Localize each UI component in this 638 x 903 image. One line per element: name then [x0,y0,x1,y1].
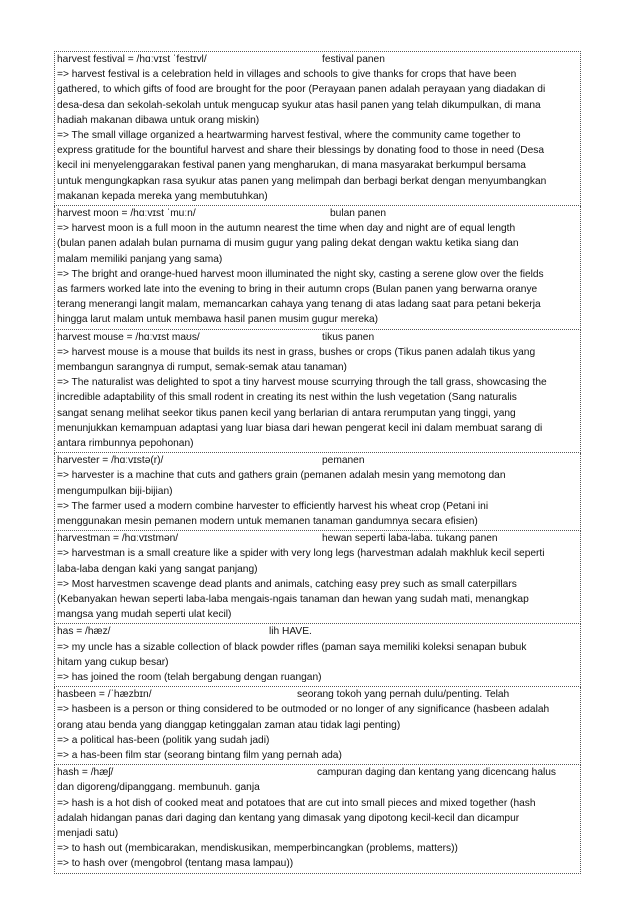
entry-text-line: menggunakan mesin pemanen modern untuk memanen tanaman gandumnya secara efisien) [57,516,478,528]
entry-text-line: (bulan panen adalah bulan purnama di musim gugur yang paling dekat dengan waktu ketika siang dan [57,238,519,250]
entry-translation: campuran daging dan kentang yang dicencang halus [317,767,557,779]
entry-text-line: mangsa yang mudah seperti ulat kecil) [57,609,232,621]
entry-text-line: => harvest mouse is a mouse that builds its nest in grass, bushes or crops (Tikus panen adalah tikus yang [57,346,536,358]
entry-headword: harvester = /hɑːvɪstə(r)/ [57,455,164,467]
entry-text-line: menunjukkan kemampuan adaptasi yang luar biasa dari hewan pengerat kecil ini dalam membuat sarang di [57,422,543,434]
entry-headword: hasbeen = /ˈhæzbɪn/ [57,689,152,701]
entry-text-line: terang menerangi langit malam, memancarkan cahaya yang tenang di atas ladang saat para petani bekerja [57,299,541,311]
entry-text-line: membangun sarangnya di rumput, semak-semak atau tanaman) [57,362,347,374]
entry-text-line: => hasbeen is a person or thing considered to be outmoded or no longer of any significance (hasbeen adalah [57,704,550,716]
entry-translation: bulan panen [330,208,387,220]
dictionary-entry [54,624,581,687]
dictionary-entry [54,687,581,765]
entry-text-line: gathered, to which gifts of food are brought for the poor (Perayaan panen adalah perayaan yang diadakan di [57,84,546,96]
entry-text-line: laba-laba dengan kaki yang sangat panjang) [57,563,258,575]
entry-text-line: => harvest festival is a celebration held in villages and schools to give thanks for crops that have been [57,69,517,81]
entry-headword-row [57,624,578,639]
entry-text-line: => The small village organized a heartwarming harvest festival, where the community came together to [57,130,521,141]
entry-translation: hewan seperti laba-laba. tukang panen [322,533,498,545]
entry-translation: festival panen [322,54,385,65]
entry-text-line: hadiah makanan dibawa untuk orang miskin) [57,114,260,126]
entry-headword: hash = /hæʃ/ [57,767,114,779]
entry-text-line: menjadi satu) [57,828,119,840]
entry-headword-row [57,453,578,468]
entry-text-line: dan digoreng/dipanggang. membunuh. ganja [57,782,260,794]
entry-text-line: malam memiliki panjang yang sama) [57,253,223,265]
dictionary-entry [54,765,581,873]
entry-headword-row [57,531,578,546]
entry-text-line: kecil ini menyelenggarakan festival panen yang mengharukan, di mana masyarakat berkumpul bersama [57,160,526,172]
entry-text-line: => has joined the room (telah bergabung dengan ruangan) [57,672,322,684]
entry-text-line: => to hash over (mengobrol (tentang masa lampau)) [57,858,294,870]
entry-text-line: untuk mengungkapkan rasa syukur atas panen yang melimpah dan berbagi berkat dengan menyumbangkan [57,175,547,187]
entry-text-line: => The bright and orange-hued harvest moon illuminated the night sky, casting a serene glow over the fields [57,268,544,280]
entry-text-line: orang atau benda yang dianggap ketinggalan zaman atau tidak lagi penting) [57,719,401,731]
entry-text-line: antara rimbunnya pepohonan) [57,438,194,450]
entry-headword: harvest festival = /hɑːvɪst ˈfestɪvl/ [57,54,207,65]
entry-text-line: as farmers worked late into the evening to bring in their autumn crops (Bulan panen yang berwarna oranye [57,284,538,296]
entry-text-line: sangat senang melihat seekor tikus panen kecil yang berlarian di antara rerumputan yang tinggi, yang [57,407,516,419]
entry-text-line: => The farmer used a modern combine harvester to efficiently harvest his wheat crop (Petani ini [57,500,489,512]
entry-translation: pemanen [322,455,365,467]
entry-headword: harvest mouse = /hɑːvɪst maʊs/ [57,331,200,343]
entry-text-line: => harvest moon is a full moon in the autumn nearest the time when day and night are of equal length [57,223,516,235]
entry-headword-row [57,765,578,780]
entry-text-line: => harvester is a machine that cuts and gathers grain (pemanen adalah mesin yang memotong dan [57,470,506,482]
entry-text-line: => a has-been film star (seorang bintang film yang pernah ada) [57,750,342,762]
dictionary-page [54,51,581,874]
entry-headword: harvestman = /hɑːvɪstmən/ [57,533,179,545]
entry-translation: seorang tokoh yang pernah dulu/penting. Telah [297,689,510,701]
entry-text-line: hitam yang cukup besar) [57,656,169,668]
entry-text-line: mengumpulkan biji-bijian) [57,485,173,497]
entry-text-line: => Most harvestmen scavenge dead plants and animals, catching easy prey such as small caterpillars [57,578,517,590]
entry-text-line: => to hash out (membicarakan, mendiskusikan, memperbincangkan (problems, matters)) [57,843,458,855]
entry-text-line: hingga larut malam untuk membawa hasil panen musim gugur mereka) [57,314,379,326]
entry-text-line: => hash is a hot dish of cooked meat and potatoes that are cut into small pieces and mixed together (hash [57,797,536,809]
dictionary-entry [54,330,581,454]
entry-translation: lih HAVE. [269,626,312,638]
entry-text-line: express gratitude for the bountiful harvest and share their blessings by donating food to those in need (Desa [57,145,545,157]
entry-text-line: => a political has-been (politik yang sudah jadi) [57,734,270,746]
entry-headword: harvest moon = /hɑːvɪst ˈmuːn/ [57,208,196,220]
entry-headword-row [57,206,578,221]
entry-text-line: => The naturalist was delighted to spot a tiny harvest mouse scurrying through the tall grass, showcasing the [57,377,547,389]
entry-headword-row [57,330,578,345]
entry-headword-row [57,687,578,702]
dictionary-entry [54,206,581,330]
entry-headword-row [57,52,578,67]
dictionary-entry [54,51,581,206]
entry-text-line: => my uncle has a sizable collection of black powder rifles (paman saya memiliki koleksi senapan bubuk [57,641,527,653]
entry-text-line: makanan kepada mereka yang membutuhkan) [57,190,268,202]
entry-text-line: => harvestman is a small creature like a spider with very long legs (harvestman adalah makhluk kecil seperti [57,548,545,560]
dictionary-entry [54,531,581,624]
entry-text-line: (Kebanyakan hewan seperti laba-laba mengais-ngais tanaman dan hewan yang sudah mati, menangkap [57,594,529,606]
entry-translation: tikus panen [322,331,375,343]
entry-headword: has = /hæz/ [57,626,111,638]
entry-text-line: desa-desa dan sekolah-sekolah untuk mengucap syukur atas hasil panen yang telah dikumpulkan, di mana [57,99,541,111]
entry-text-line: adalah hidangan panas dari daging dan kentang yang dimasak yang dipotong kecil-kecil dan dicampur [57,812,520,824]
entry-text-line: incredible adaptability of this small rodent in creating its nest within the lush vegetation (Sang naturalis [57,392,517,404]
dictionary-entry [54,453,581,531]
